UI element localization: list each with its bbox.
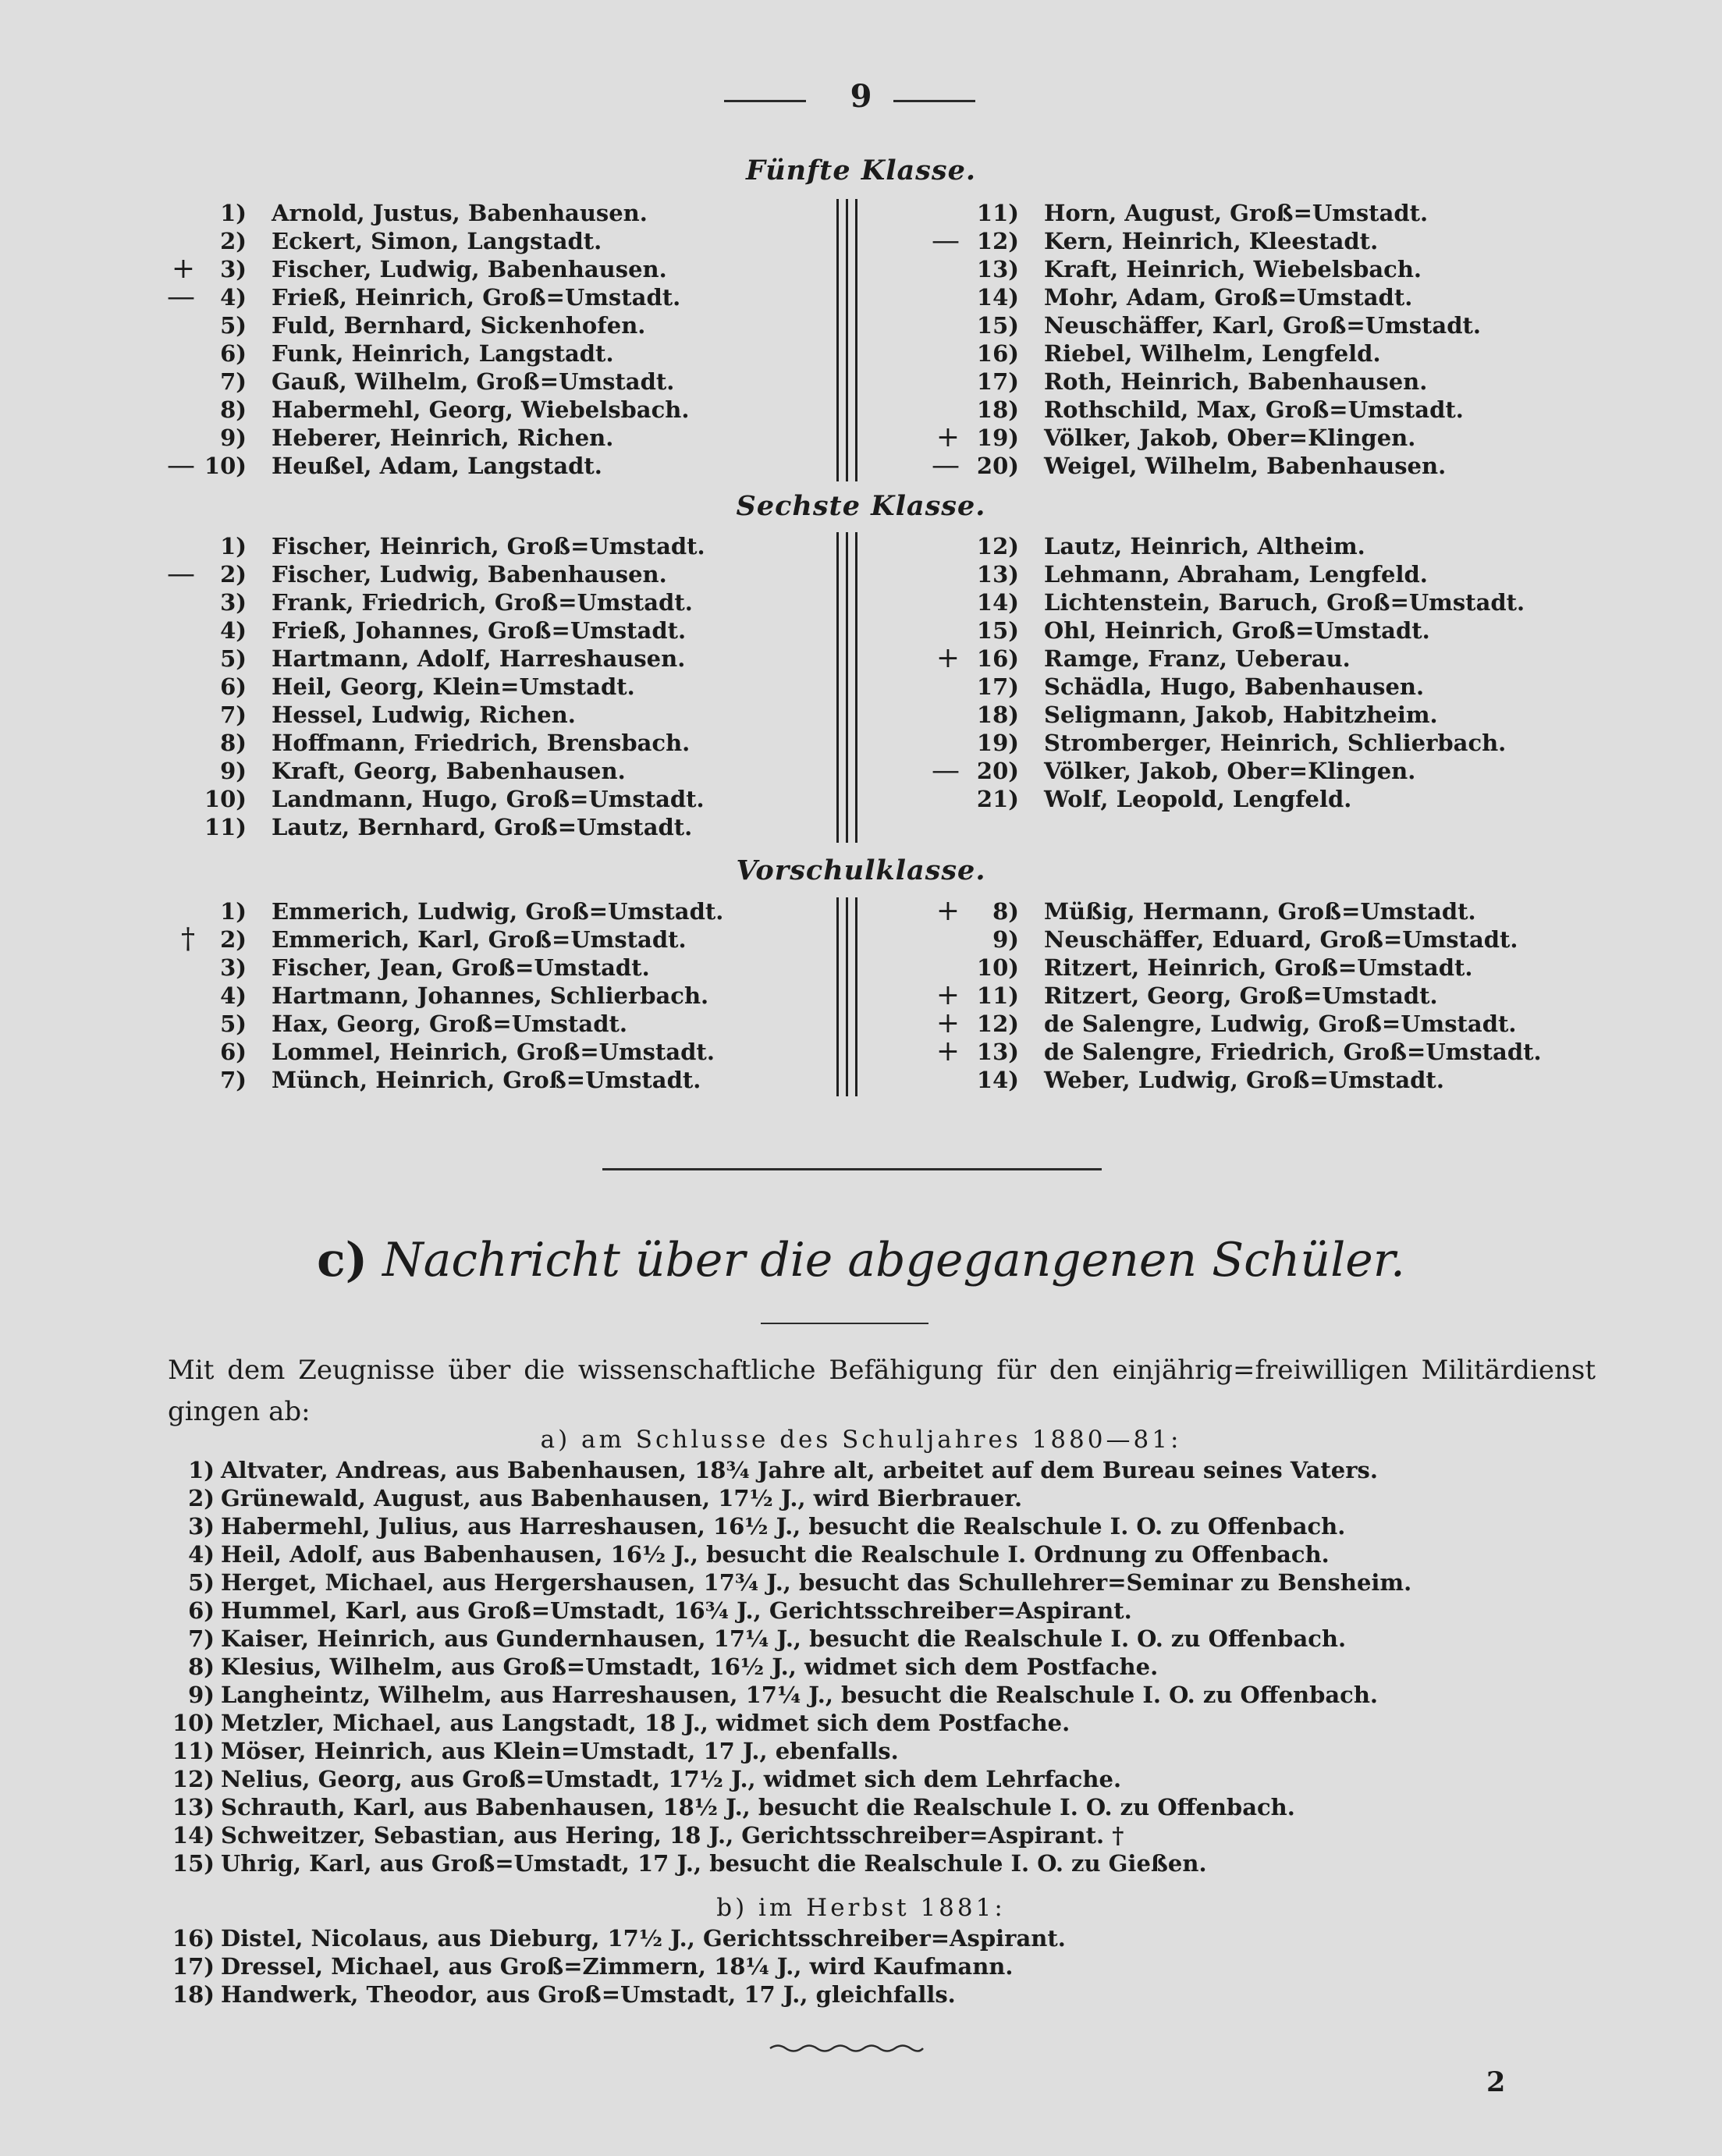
- entry-number: 7): [220, 368, 247, 395]
- section-c-intro: Mit dem Zeugnisse über die wissenschaftliche Befähigung für den einjährig=freiwilligen Militärdienst gingen ab:: [168, 1355, 1596, 1427]
- column-separator: [836, 897, 839, 1096]
- leaver-number: 3): [188, 1513, 215, 1540]
- leaver-text: Klesius, Wilhelm, aus Groß=Umstadt, 16½ J., widmet sich dem Postfache.: [221, 1653, 1159, 1680]
- student-entry: [913, 227, 1615, 255]
- student-entry: [140, 396, 843, 424]
- student-entry: [140, 368, 843, 396]
- sechste-left-list: [140, 532, 843, 841]
- student-name: Schädla, Hugo, Babenhausen.: [1044, 673, 1425, 700]
- section-divider: [602, 1168, 1102, 1170]
- section-c-heading: [0, 1233, 1722, 1288]
- student-entry: [140, 616, 843, 645]
- student-name: Hessel, Ludwig, Richen.: [272, 701, 576, 728]
- page-number-rule-right: [893, 100, 975, 102]
- leaver-text: Uhrig, Karl, aus Groß=Umstadt, 17 J., besucht die Realschule I. O. zu Gießen.: [221, 1850, 1207, 1877]
- student-entry: [913, 199, 1615, 227]
- entry-number: 8): [220, 730, 247, 756]
- leaver-entry: [152, 1952, 1557, 1980]
- leaver-text: Möser, Heinrich, aus Klein=Umstadt, 17 J., ebenfalls.: [221, 1738, 899, 1764]
- student-name: Emmerich, Ludwig, Groß=Umstadt.: [272, 898, 724, 925]
- entry-number: 7): [220, 1067, 247, 1093]
- grade-mark: +: [171, 253, 195, 285]
- entry-number: 14): [976, 589, 1019, 616]
- leaver-entry: [152, 1484, 1557, 1512]
- page-number-bottom: 2: [1486, 2066, 1506, 2098]
- entry-number: 6): [220, 673, 247, 700]
- student-entry: [913, 368, 1615, 396]
- leaver-number: 8): [188, 1653, 215, 1680]
- student-entry: [913, 339, 1615, 368]
- student-name: Münch, Heinrich, Groß=Umstadt.: [272, 1067, 701, 1093]
- entry-number: 13): [976, 1039, 1019, 1065]
- leaver-text: Hummel, Karl, aus Groß=Umstadt, 16¾ J., Gerichtsschreiber=Aspirant.: [221, 1597, 1132, 1624]
- student-entry: [913, 979, 1615, 1011]
- leaver-entry: [152, 1980, 1557, 2009]
- student-name: Habermehl, Georg, Wiebelsbach.: [272, 396, 690, 423]
- student-name: Ramge, Franz, Ueberau.: [1044, 645, 1351, 672]
- grade-mark: +: [936, 642, 960, 674]
- grade-mark: +: [936, 1035, 960, 1067]
- leavers-list-a: [152, 1456, 1557, 1877]
- entry-number: 1): [220, 898, 247, 925]
- entry-number: 17): [976, 368, 1019, 395]
- entry-number: 5): [220, 312, 247, 339]
- leaver-number: 2): [188, 1485, 215, 1511]
- fuenfte-right-list: [913, 199, 1615, 480]
- student-entry: [913, 701, 1615, 729]
- leaver-text: Nelius, Georg, aus Groß=Umstadt, 17½ J., widmet sich dem Lehrfache.: [221, 1766, 1122, 1792]
- student-name: Fuld, Bernhard, Sickenhofen.: [272, 312, 646, 339]
- student-entry: [140, 588, 843, 616]
- leaver-text: Metzler, Michael, aus Langstadt, 18 J., widmet sich dem Postfache.: [221, 1710, 1070, 1736]
- leaver-number: 17): [172, 1953, 215, 1980]
- student-entry: [140, 1066, 843, 1094]
- entry-number: 3): [220, 256, 247, 282]
- entry-number: 9): [220, 758, 247, 784]
- entry-number: 12): [976, 533, 1019, 559]
- student-name: Neuschäffer, Eduard, Groß=Umstadt.: [1044, 926, 1518, 953]
- entry-number: 10): [976, 954, 1019, 981]
- student-entry: [140, 897, 843, 925]
- leaver-text: Handwerk, Theodor, aus Groß=Umstadt, 17 J., gleichfalls.: [221, 1981, 956, 2008]
- student-name: Horn, August, Groß=Umstadt.: [1044, 200, 1429, 226]
- student-entry: [140, 925, 843, 954]
- grade-mark: —: [932, 225, 960, 257]
- leaver-entry: [152, 1737, 1557, 1765]
- entry-number: 7): [220, 701, 247, 728]
- grade-mark: —: [932, 449, 960, 481]
- student-name: Rothschild, Max, Groß=Umstadt.: [1044, 396, 1464, 423]
- leaver-number: 7): [188, 1625, 215, 1652]
- column-separator: [836, 532, 839, 843]
- entry-number: 5): [220, 1011, 247, 1037]
- student-name: Ritzert, Georg, Groß=Umstadt.: [1044, 982, 1438, 1009]
- student-name: Heberer, Heinrich, Richen.: [272, 424, 614, 451]
- student-entry: [913, 1066, 1615, 1094]
- student-entry: [140, 757, 843, 785]
- end-ornament: [769, 2043, 925, 2054]
- student-entry: [140, 673, 843, 701]
- student-entry: [913, 897, 1615, 925]
- leaver-text: Heil, Adolf, aus Babenhausen, 16½ J., besucht die Realschule I. Ordnung zu Offenbach.: [221, 1541, 1330, 1568]
- student-name: Eckert, Simon, Langstadt.: [272, 228, 602, 254]
- student-entry: [140, 954, 843, 982]
- column-separator: [846, 199, 848, 481]
- student-name: Völker, Jakob, Ober=Klingen.: [1044, 424, 1416, 451]
- entry-number: 19): [976, 730, 1019, 756]
- entry-number: 17): [976, 673, 1019, 700]
- leaver-entry: [152, 1597, 1557, 1625]
- student-entry: [913, 421, 1615, 453]
- student-entry: [140, 339, 843, 368]
- student-name: de Salengre, Friedrich, Groß=Umstadt.: [1044, 1039, 1542, 1065]
- leaver-entry: [152, 1709, 1557, 1737]
- heading-underline: [761, 1323, 928, 1324]
- entry-number: 15): [976, 617, 1019, 644]
- leaver-entry: [152, 1540, 1557, 1568]
- column-separator: [855, 897, 857, 1096]
- student-name: Kern, Heinrich, Kleestadt.: [1044, 228, 1379, 254]
- leaver-number: 16): [172, 1925, 215, 1952]
- student-name: Mohr, Adam, Groß=Umstadt.: [1044, 284, 1413, 311]
- entry-number: 15): [976, 312, 1019, 339]
- student-entry: [913, 954, 1615, 982]
- entry-number: 18): [976, 396, 1019, 423]
- student-name: Frieß, Heinrich, Groß=Umstadt.: [272, 284, 681, 311]
- entry-number: 21): [976, 786, 1019, 812]
- student-name: Lommel, Heinrich, Groß=Umstadt.: [272, 1039, 715, 1065]
- column-separator: [836, 199, 839, 481]
- page-number-top: 9: [850, 78, 872, 115]
- student-name: Weber, Ludwig, Groß=Umstadt.: [1044, 1067, 1444, 1093]
- leaver-entry: [152, 1765, 1557, 1793]
- leaver-text: Grünewald, August, aus Babenhausen, 17½ J., wird Bierbrauer.: [221, 1485, 1023, 1511]
- entry-number: 13): [976, 561, 1019, 588]
- leaver-text: Langheintz, Wilhelm, aus Harreshausen, 17¼ J., besucht die Realschule I. O. zu Offenbach.: [221, 1682, 1379, 1708]
- student-entry: [913, 311, 1615, 339]
- entry-number: 6): [220, 340, 247, 367]
- leaver-entry: [152, 1821, 1557, 1849]
- entry-number: 8): [220, 396, 247, 423]
- leaver-number: 5): [188, 1569, 215, 1596]
- student-name: Heußel, Adam, Langstadt.: [272, 453, 602, 479]
- sechste-right-list: [913, 532, 1615, 813]
- leaver-number: 11): [172, 1738, 215, 1764]
- grade-mark: +: [936, 895, 960, 927]
- leaver-entry: [152, 1681, 1557, 1709]
- entry-number: 1): [220, 200, 247, 226]
- student-name: Roth, Heinrich, Babenhausen.: [1044, 368, 1428, 395]
- student-entry: [140, 701, 843, 729]
- student-entry: [140, 424, 843, 452]
- student-entry: [140, 813, 843, 841]
- grade-mark: —: [167, 558, 195, 590]
- leaver-text: Distel, Nicolaus, aus Dieburg, 17½ J., Gerichtsschreiber=Aspirant.: [221, 1925, 1066, 1952]
- fuenfte-left-list: [140, 199, 843, 480]
- grade-mark: †: [181, 923, 195, 955]
- student-entry: [140, 311, 843, 339]
- entry-number: 6): [220, 1039, 247, 1065]
- leaver-number: 10): [172, 1710, 215, 1736]
- entry-number: 5): [220, 645, 247, 672]
- student-name: Arnold, Justus, Babenhausen.: [272, 200, 648, 226]
- entry-number: 9): [992, 926, 1019, 953]
- column-separator: [855, 532, 857, 843]
- entry-number: 3): [220, 954, 247, 981]
- vorschul-right-list: [913, 897, 1615, 1094]
- student-entry: [140, 645, 843, 673]
- entry-number: 2): [220, 561, 247, 588]
- leaver-text: Herget, Michael, aus Hergershausen, 17¾ J., besucht das Schullehrer=Seminar zu Bensheim.: [221, 1569, 1412, 1596]
- grade-mark: +: [936, 421, 960, 453]
- leaver-number: 14): [172, 1822, 215, 1849]
- entry-number: 4): [220, 284, 247, 311]
- leaver-number: 12): [172, 1766, 215, 1792]
- leavers-list-b: [152, 1924, 1557, 2009]
- student-entry: [140, 255, 843, 283]
- entry-number: 18): [976, 701, 1019, 728]
- entry-number: 14): [976, 284, 1019, 311]
- leaver-entry: [152, 1849, 1557, 1877]
- grade-mark: —: [167, 281, 195, 313]
- leaver-entry: [152, 1924, 1557, 1952]
- leaver-number: 18): [172, 1981, 215, 2008]
- leaver-text: Dressel, Michael, aus Groß=Zimmern, 18¼ J., wird Kaufmann.: [221, 1953, 1014, 1980]
- grade-mark: +: [936, 1007, 960, 1039]
- student-name: Frank, Friedrich, Groß=Umstadt.: [272, 589, 693, 616]
- student-name: Lehmann, Abraham, Lengfeld.: [1044, 561, 1428, 588]
- student-name: Weigel, Wilhelm, Babenhausen.: [1044, 453, 1447, 479]
- entry-number: 19): [976, 424, 1019, 451]
- entry-number: 8): [992, 898, 1019, 925]
- leaver-entry: [152, 1793, 1557, 1821]
- entry-number: 2): [220, 228, 247, 254]
- entry-number: 14): [976, 1067, 1019, 1093]
- student-name: de Salengre, Ludwig, Groß=Umstadt.: [1044, 1011, 1517, 1037]
- entry-number: 9): [220, 424, 247, 451]
- leaver-entry: [152, 1625, 1557, 1653]
- entry-number: 20): [976, 453, 1019, 479]
- student-name: Seligmann, Jakob, Habitzheim.: [1044, 701, 1438, 728]
- entry-number: 16): [976, 645, 1019, 672]
- student-name: Hartmann, Johannes, Schlierbach.: [272, 982, 709, 1009]
- student-entry: [140, 532, 843, 560]
- leaver-entry: [152, 1568, 1557, 1597]
- student-name: Frieß, Johannes, Groß=Umstadt.: [272, 617, 687, 644]
- leaver-number: 6): [188, 1597, 215, 1624]
- student-name: Hoffmann, Friedrich, Brensbach.: [272, 730, 691, 756]
- student-name: Fischer, Jean, Groß=Umstadt.: [272, 954, 650, 981]
- leaver-number: 9): [188, 1682, 215, 1708]
- student-name: Völker, Jakob, Ober=Klingen.: [1044, 758, 1416, 784]
- student-entry: [140, 199, 843, 227]
- leaver-text: Kaiser, Heinrich, aus Gundernhausen, 17¼ J., besucht die Realschule I. O. zu Offenbach.: [221, 1625, 1347, 1652]
- fuenfte-klasse-title: Fünfte Klasse.: [745, 155, 977, 186]
- student-name: Fischer, Ludwig, Babenhausen.: [272, 256, 667, 282]
- entry-number: 2): [220, 926, 247, 953]
- student-entry: [913, 588, 1615, 616]
- student-name: Neuschäffer, Karl, Groß=Umstadt.: [1044, 312, 1481, 339]
- student-name: Stromberger, Heinrich, Schlierbach.: [1044, 730, 1507, 756]
- student-name: Heil, Georg, Klein=Umstadt.: [272, 673, 635, 700]
- entry-number: 20): [976, 758, 1019, 784]
- entry-number: 13): [976, 256, 1019, 282]
- sub-heading-a: a) am Schlusse des Schuljahres 1880—81:: [540, 1426, 1182, 1454]
- student-name: Ohl, Heinrich, Groß=Umstadt.: [1044, 617, 1430, 644]
- student-name: Kraft, Georg, Babenhausen.: [272, 758, 626, 784]
- entry-number: 16): [976, 340, 1019, 367]
- entry-number: 4): [220, 617, 247, 644]
- entry-number: 11): [976, 200, 1019, 226]
- student-entry: [913, 255, 1615, 283]
- student-name: Fischer, Heinrich, Groß=Umstadt.: [272, 533, 705, 559]
- student-entry: [140, 785, 843, 813]
- leaver-entry: [152, 1456, 1557, 1484]
- student-name: Lichtenstein, Baruch, Groß=Umstadt.: [1044, 589, 1525, 616]
- entry-number: 3): [220, 589, 247, 616]
- vorschul-left-list: [140, 897, 843, 1094]
- grade-mark: —: [167, 449, 195, 481]
- student-entry: [913, 785, 1615, 813]
- student-name: Fischer, Ludwig, Babenhausen.: [272, 561, 667, 588]
- leaver-text: Altvater, Andreas, aus Babenhausen, 18¾ Jahre alt, arbeitet auf dem Bureau seines Vaters.: [221, 1457, 1378, 1483]
- student-name: Funk, Heinrich, Langstadt.: [272, 340, 614, 367]
- student-entry: [913, 673, 1615, 701]
- leaver-entry: [152, 1512, 1557, 1540]
- leaver-number: 15): [172, 1850, 215, 1877]
- student-name: Müßig, Hermann, Groß=Umstadt.: [1044, 898, 1476, 925]
- student-name: Ritzert, Heinrich, Groß=Umstadt.: [1044, 954, 1473, 981]
- leaver-text: Schweitzer, Sebastian, aus Hering, 18 J., Gerichtsschreiber=Aspirant. †: [221, 1822, 1124, 1849]
- student-entry: [913, 449, 1615, 481]
- student-entry: [913, 642, 1615, 674]
- student-entry: [913, 616, 1615, 645]
- section-c-letter: c): [317, 1233, 367, 1288]
- leaver-entry: [152, 1653, 1557, 1681]
- student-name: Hartmann, Adolf, Harreshausen.: [272, 645, 686, 672]
- student-entry: [913, 396, 1615, 424]
- entry-number: 12): [976, 228, 1019, 254]
- student-entry: [140, 729, 843, 757]
- student-entry: [913, 925, 1615, 954]
- entry-number: 4): [220, 982, 247, 1009]
- student-name: Lautz, Heinrich, Altheim.: [1044, 533, 1365, 559]
- student-name: Kraft, Heinrich, Wiebelsbach.: [1044, 256, 1422, 282]
- student-entry: [913, 283, 1615, 311]
- grade-mark: —: [932, 755, 960, 787]
- leaver-number: 4): [188, 1541, 215, 1568]
- leaver-text: Schrauth, Karl, aus Babenhausen, 18½ J., besucht die Realschule I. O. zu Offenbach.: [221, 1794, 1295, 1820]
- student-entry: [140, 283, 843, 311]
- sub-heading-b: b) im Herbst 1881:: [716, 1894, 1006, 1922]
- student-entry: [913, 1007, 1615, 1039]
- student-entry: [140, 1038, 843, 1066]
- section-c-title: Nachricht über die abgegangenen Schüler.: [382, 1233, 1405, 1288]
- entry-number: 11): [976, 982, 1019, 1009]
- column-separator: [846, 897, 848, 1096]
- entry-number: 10): [204, 453, 247, 479]
- column-separator: [855, 199, 857, 481]
- student-entry: [913, 757, 1615, 785]
- student-entry: [140, 227, 843, 255]
- vorschul-klasse-title: Vorschulklasse.: [736, 854, 986, 886]
- student-entry: [140, 560, 843, 588]
- student-entry: [140, 1010, 843, 1038]
- student-entry: [140, 982, 843, 1010]
- student-entry: [140, 449, 843, 481]
- leaver-text: Habermehl, Julius, aus Harreshausen, 16½ J., besucht die Realschule I. O. zu Offenbach.: [221, 1513, 1346, 1540]
- grade-mark: +: [936, 979, 960, 1011]
- student-entry: [913, 560, 1615, 588]
- entry-number: 12): [976, 1011, 1019, 1037]
- student-name: Landmann, Hugo, Groß=Umstadt.: [272, 786, 705, 812]
- entry-number: 10): [204, 786, 247, 812]
- student-entry: [913, 532, 1615, 560]
- column-separator: [846, 532, 848, 843]
- student-name: Wolf, Leopold, Lengfeld.: [1044, 786, 1352, 812]
- student-name: Hax, Georg, Groß=Umstadt.: [272, 1011, 627, 1037]
- sechste-klasse-title: Sechste Klasse.: [736, 490, 986, 522]
- entry-number: 11): [204, 814, 247, 840]
- entry-number: 1): [220, 533, 247, 559]
- student-name: Emmerich, Karl, Groß=Umstadt.: [272, 926, 687, 953]
- student-entry: [913, 729, 1615, 757]
- leaver-number: 13): [172, 1794, 215, 1820]
- student-name: Gauß, Wilhelm, Groß=Umstadt.: [272, 368, 675, 395]
- student-name: Riebel, Wilhelm, Lengfeld.: [1044, 340, 1381, 367]
- student-entry: [913, 1035, 1615, 1067]
- student-name: Lautz, Bernhard, Groß=Umstadt.: [272, 814, 693, 840]
- leaver-number: 1): [188, 1457, 215, 1483]
